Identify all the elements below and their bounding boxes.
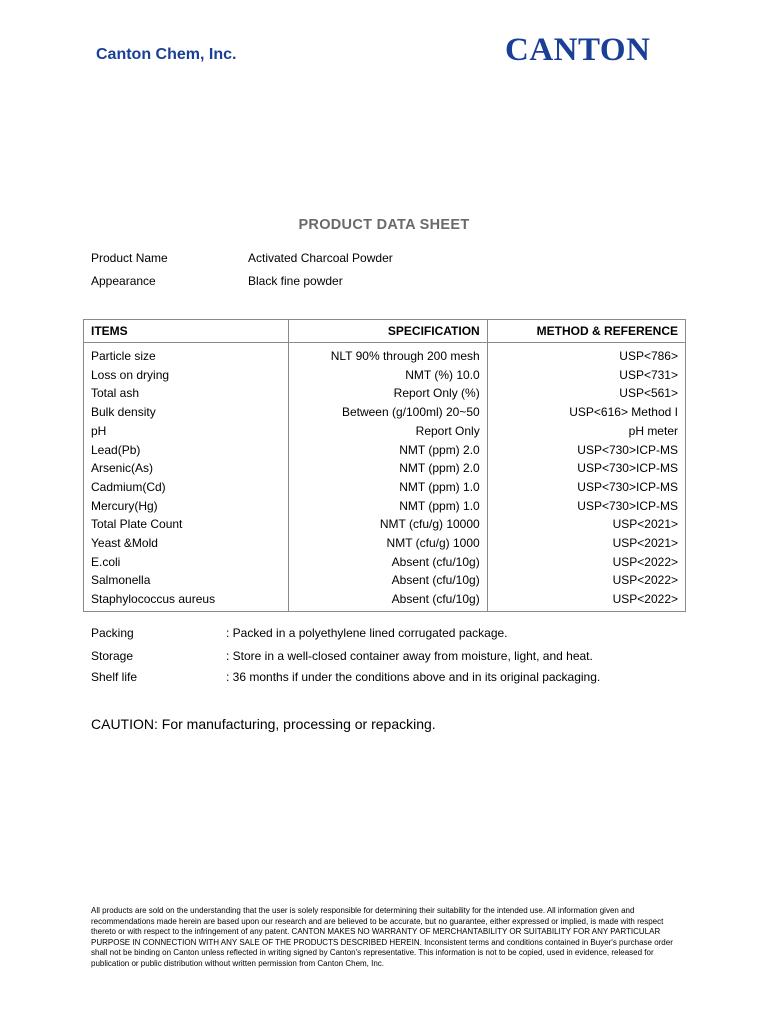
method-cell: USP<730>ICP-MS: [487, 459, 685, 478]
specification-cell: NMT (ppm) 1.0: [289, 497, 487, 516]
item-cell: Total ash: [84, 384, 289, 403]
caution-text: CAUTION: For manufacturing, processing or repacking.: [91, 716, 436, 732]
specification-cell: NLT 90% through 200 mesh: [289, 343, 487, 366]
specification-cell: NMT (%) 10.0: [289, 366, 487, 385]
table-row: [84, 497, 686, 516]
shelf-life-value: : 36 months if under the conditions above and in its original packaging.: [226, 670, 601, 684]
method-cell: pH meter: [487, 422, 685, 441]
method-cell: USP<2022>: [487, 590, 685, 611]
packing-label: Packing: [91, 626, 134, 640]
table-row: [84, 478, 686, 497]
specification-cell: NMT (ppm) 2.0: [289, 459, 487, 478]
specification-cell: NMT (ppm) 1.0: [289, 478, 487, 497]
specification-cell: Absent (cfu/10g): [289, 590, 487, 611]
method-cell: USP<731>: [487, 366, 685, 385]
table-row: [84, 422, 686, 441]
method-cell: USP<2022>: [487, 571, 685, 590]
table-row: [84, 366, 686, 385]
table-row: [84, 384, 686, 403]
specification-cell: Between (g/100ml) 20~50: [289, 403, 487, 422]
method-cell: USP<2022>: [487, 553, 685, 572]
page-title: PRODUCT DATA SHEET: [298, 217, 470, 233]
specification-cell: NMT (cfu/g) 1000: [289, 534, 487, 553]
specification-cell: Absent (cfu/10g): [289, 571, 487, 590]
method-cell: USP<2021>: [487, 515, 685, 534]
method-cell: USP<2021>: [487, 534, 685, 553]
table-row: [84, 515, 686, 534]
method-cell: USP<730>ICP-MS: [487, 497, 685, 516]
spec-table: [83, 319, 686, 612]
product-name-value: Activated Charcoal Powder: [248, 251, 393, 265]
method-cell: USP<730>ICP-MS: [487, 478, 685, 497]
shelf-life-label: Shelf life: [91, 670, 138, 684]
specification-cell: Absent (cfu/10g): [289, 553, 487, 572]
item-cell: Bulk density: [84, 403, 289, 422]
table-row: [84, 403, 686, 422]
item-cell: Staphylococcus aureus: [84, 590, 289, 611]
table-row: [84, 343, 686, 366]
table-row: [84, 534, 686, 553]
item-cell: Loss on drying: [84, 366, 289, 385]
storage-value: : Store in a well-closed container away from moisture, light, and heat.: [226, 649, 593, 663]
appearance-value: Black fine powder: [248, 274, 343, 288]
column-header-items: ITEMS: [84, 320, 289, 343]
method-cell: USP<561>: [487, 384, 685, 403]
item-cell: Cadmium(Cd): [84, 478, 289, 497]
canton-logo: CANTON: [505, 32, 651, 68]
product-name-label: Product Name: [91, 251, 168, 265]
method-cell: USP<616> Method I: [487, 403, 685, 422]
disclaimer-text: All products are sold on the understanding that the user is solely responsible for determining their suitability for the intended use. All information given and recommendations made herein are based upon our research and are believed to be accurate, but no guarantee, either expressed or implied, is made with respect thereto or with respect to the infringement of any patent. CANTON MAKES NO WARRANTY OF MERCHANTABILITY OR SUITABILITY FOR ANY PARTICULAR PURPOSE IN CONNECTION WITH ANY SALE OF THE PRODUCTS DESCRIBED HEREIN. Inconsistent terms and conditions contained in Buyer's purchase order shall not be binding on Canton unless reflected in writing signed by Canton's representative. This information is not to be copied, used in evidence, released for publication or public distribution without written permission from Canton Chem, Inc.: [91, 906, 673, 968]
item-cell: pH: [84, 422, 289, 441]
table-row: [84, 571, 686, 590]
item-cell: Mercury(Hg): [84, 497, 289, 516]
spec-table-body: [84, 343, 686, 612]
table-row: [84, 590, 686, 611]
item-cell: E.coli: [84, 553, 289, 572]
item-cell: Total Plate Count: [84, 515, 289, 534]
appearance-label: Appearance: [91, 274, 156, 288]
specification-cell: NMT (ppm) 2.0: [289, 441, 487, 460]
table-row: [84, 441, 686, 460]
specification-cell: Report Only (%): [289, 384, 487, 403]
item-cell: Yeast &Mold: [84, 534, 289, 553]
item-cell: Particle size: [84, 343, 289, 366]
column-header-method: METHOD & REFERENCE: [487, 320, 685, 343]
spec-table-header-row: [84, 320, 686, 343]
method-cell: USP<730>ICP-MS: [487, 441, 685, 460]
packing-value: : Packed in a polyethylene lined corrugated package.: [226, 626, 508, 640]
storage-label: Storage: [91, 649, 134, 663]
method-cell: USP<786>: [487, 343, 685, 366]
table-row: [84, 459, 686, 478]
item-cell: Lead(Pb): [84, 441, 289, 460]
specification-cell: Report Only: [289, 422, 487, 441]
item-cell: Arsenic(As): [84, 459, 289, 478]
table-row: [84, 553, 686, 572]
item-cell: Salmonella: [84, 571, 289, 590]
company-name: Canton Chem, Inc.: [96, 46, 237, 63]
column-header-specification: SPECIFICATION: [289, 320, 487, 343]
specification-cell: NMT (cfu/g) 10000: [289, 515, 487, 534]
